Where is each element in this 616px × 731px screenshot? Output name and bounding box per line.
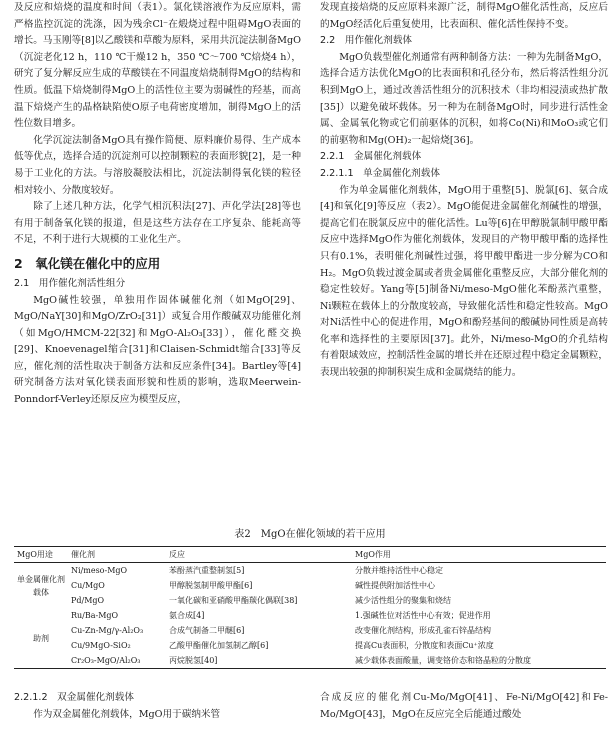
header-reaction: 反应	[169, 550, 185, 559]
cell-reaction: 苯酚蒸汽重整制氢[5]	[169, 566, 245, 575]
table-row	[14, 563, 606, 579]
cell-role: 碱性提供附加活性中心	[355, 581, 435, 590]
applications-table	[14, 546, 606, 669]
subsection-heading: 2.1 用作催化剂活性组分	[14, 277, 126, 289]
paragraph: MgO负载型催化剂通常有两种制备方法：一种为先制备MgO，选择合适方法优化MgO的比表面积和孔径分布，然后将活性组分沉积到MgO上，通过改善活性组分的沉积技术（非均相浸渍或热扩散[35]）以避免破坏载体。另一种为在制备MgO时，同步进行活性金属、金属氧化物或它们前驱体的沉积，如将Co(Ni)和MoO₃或它们的前驱物和Mg(OH)₂一起焙烧[36]。	[320, 51, 608, 146]
table-row	[14, 638, 606, 653]
bottom-right-text	[320, 690, 608, 723]
group-label: 助剂	[33, 633, 49, 643]
table-2	[14, 527, 606, 669]
paragraph: 化学沉淀法制备MgO具有操作简便、原料廉价易得、生产成本低等优点，选择合适的沉淀剂可以控制颗粒的表面形貌[2]，是一种易于工业化的方法。与溶胶凝胶法相比，沉淀法制得氧化镁的粒径相对较小、分散度较好。	[14, 134, 301, 196]
bottom-left-text	[14, 690, 301, 723]
table-row	[14, 623, 606, 638]
cell-catalyst: Cu/MgO	[71, 581, 105, 590]
table-row	[14, 608, 606, 623]
cell-catalyst: Ru/Ba-MgO	[71, 611, 119, 620]
group-label: 单金属催化剂载体	[17, 574, 65, 597]
subsection-heading: 2.2.1.1 单金属催化剂载体	[320, 167, 440, 179]
header-catalyst: 催化剂	[71, 550, 95, 559]
cell-reaction: 丙烷脱氢[40]	[169, 656, 218, 665]
paragraph: 合成反应的催化剂Cu-Mo/MgO[41]、Fe-Ni/MgO[42]和Fe-Mo/MgO[43]，MgO在反应完全后能通过酸处	[320, 692, 608, 720]
cell-catalyst: Cu-Zn-Mg/γ-Al₂O₃	[71, 626, 144, 635]
table-row	[14, 653, 606, 669]
section-heading: 2 氧化镁在催化中的应用	[14, 255, 161, 271]
table-row	[14, 578, 606, 593]
cell-reaction: 合成气制备二甲醚[6]	[169, 626, 245, 635]
table-row	[14, 593, 606, 608]
left-column	[14, 0, 301, 409]
header-usage: MgO用途	[17, 550, 53, 559]
cell-role: 改变催化剂结构，形成孔雀石锌晶结构	[355, 626, 491, 635]
cell-role: 减少活性组分的聚集和烧结	[355, 596, 451, 605]
cell-reaction: 乙酸甲酯催化加氢制乙醇[6]	[169, 641, 269, 650]
subsection-heading: 2.2.1 金属催化剂载体	[320, 151, 422, 163]
right-column	[320, 0, 608, 382]
cell-reaction: 甲醇脱氢制甲酸甲酯[6]	[169, 581, 253, 590]
subsection-heading: 2.2.1.2 双金属催化剂载体	[14, 692, 134, 703]
cell-catalyst: Cu/9MgO-SiO₂	[71, 641, 131, 650]
cell-role: 分散并维持活性中心稳定	[355, 566, 443, 575]
paragraph: MgO碱性较强，单独用作固体碱催化剂（如MgO[29]、MgO/NaY[30]和MgO/ZrO₂[31]）或复合用作酸碱双功能催化剂（如MgO/HMCM-22[32]和MgO-Al₂O₃[33]），催化醛交换[29]、Knoevenagel缩合[31]和Claisen-Schmidt缩合[33]等反应，催化剂的活性取决于制备方法和反应条件[34]。Bartley等[4]研究制备方法对氧化镁表面形貌和性质的影响，选取Meerwein-Ponndorf-Verley还原反应为模型反应，	[14, 294, 301, 406]
table-caption: 表2 MgO在催化领域的若干应用	[234, 529, 386, 540]
cell-role: 提高Cu表面积，分散度和表面Cu⁺浓度	[355, 641, 494, 650]
paragraph: 作为单金属催化剂载体，MgO用于重整[5]、脱氯[6]、氨合成[4]和氧化[9]等反应（表2）。MgO能促进金属催化剂碱性的增强，提高它们在脱氯反应中的催化活性。Lu等[6]在甲醇脱氯制甲酸甲酯反应中选择MgO作为催化剂载体，发现目的产物甲酸甲酯的选择性只有0.1%，表明催化剂碱性过强，将甲酸甲酯进一步分解为CO和H₂。MgO负载过渡金属或者贵金属催化重整反应，大部分催化剂的稳定性较好。Yang等[5]制备Ni/meso-MgO催化苯酚蒸汽重整，Ni颗粒在载体上的分散度较高，导致催化活性和稳定性较高。MgO对Ni活性中心的促进作用，MgO和酚羟基间的酸碱协同性质是高转化率和选择性的主要原因[37]。此外，Ni/meso-MgO的介孔结构有着限域效应，控制活性金属的增长并在还原过程中稳定金属颗粒，表现出较强的抑制积炭生成和金属烧结的能力。	[320, 184, 608, 379]
cell-catalyst: Ni/meso-MgO	[71, 566, 128, 575]
cell-catalyst: Pd/MgO	[71, 596, 105, 605]
cell-reaction: 氨合成[4]	[169, 611, 205, 620]
cell-role: 减少载体表面酸量，调变铬价态和铬晶粒的分散度	[355, 656, 531, 665]
paragraph: 除了上述几种方法，化学气相沉积法[27]、声化学法[28]等也有用于制备氧化镁的报道，但是这些方法存在工序复杂、能耗高等不足，不利于进行大规模的工业化生产。	[14, 201, 301, 246]
cell-role: 1.强碱性位对活性中心有效；促进作用	[355, 611, 491, 620]
table-header-row	[14, 547, 606, 563]
header-role: MgO作用	[355, 550, 391, 559]
paragraph: 及反应和焙烧的温度和时间（表1）。氯化镁溶液作为反应原料，需严格监控沉淀的洗涤，因为残余Cl⁻在煅烧过程中阻碍MgO表面的增长。马玉刚等[8]以乙酸镁和草酸为原料，采用共沉淀法制备MgO（沉淀老化12 h，110 ℃干燥12 h，350 ℃～700 ℃焙烧4 h），研究了复分解反应生成的草酸镁在不同温度焙烧制得MgO的结构和性质。低温下焙烧制得MgO上的活性位主要为弱碱性的羟基，而高温下焙烧产生的晶格缺陷使O原子电荷密度增加，制得MgO上的活性位数目增多。	[14, 2, 301, 130]
subsection-heading: 2.2 用作催化剂载体	[320, 35, 413, 47]
paragraph: 作为双金属催化剂载体，MgO用于碳纳米管	[33, 708, 221, 720]
cell-reaction: 一氧化碳和亚硝酸甲酯羰化偶联[38]	[169, 596, 298, 605]
cell-catalyst: Cr₂O₃-MgO/Al₂O₃	[71, 656, 141, 665]
paragraph: 发现直接焙烧的反应原料来源广泛，制得MgO催化活性高，反应后的MgO经活化后重复使用，比表面积、催化活性保持不变。	[320, 2, 608, 30]
